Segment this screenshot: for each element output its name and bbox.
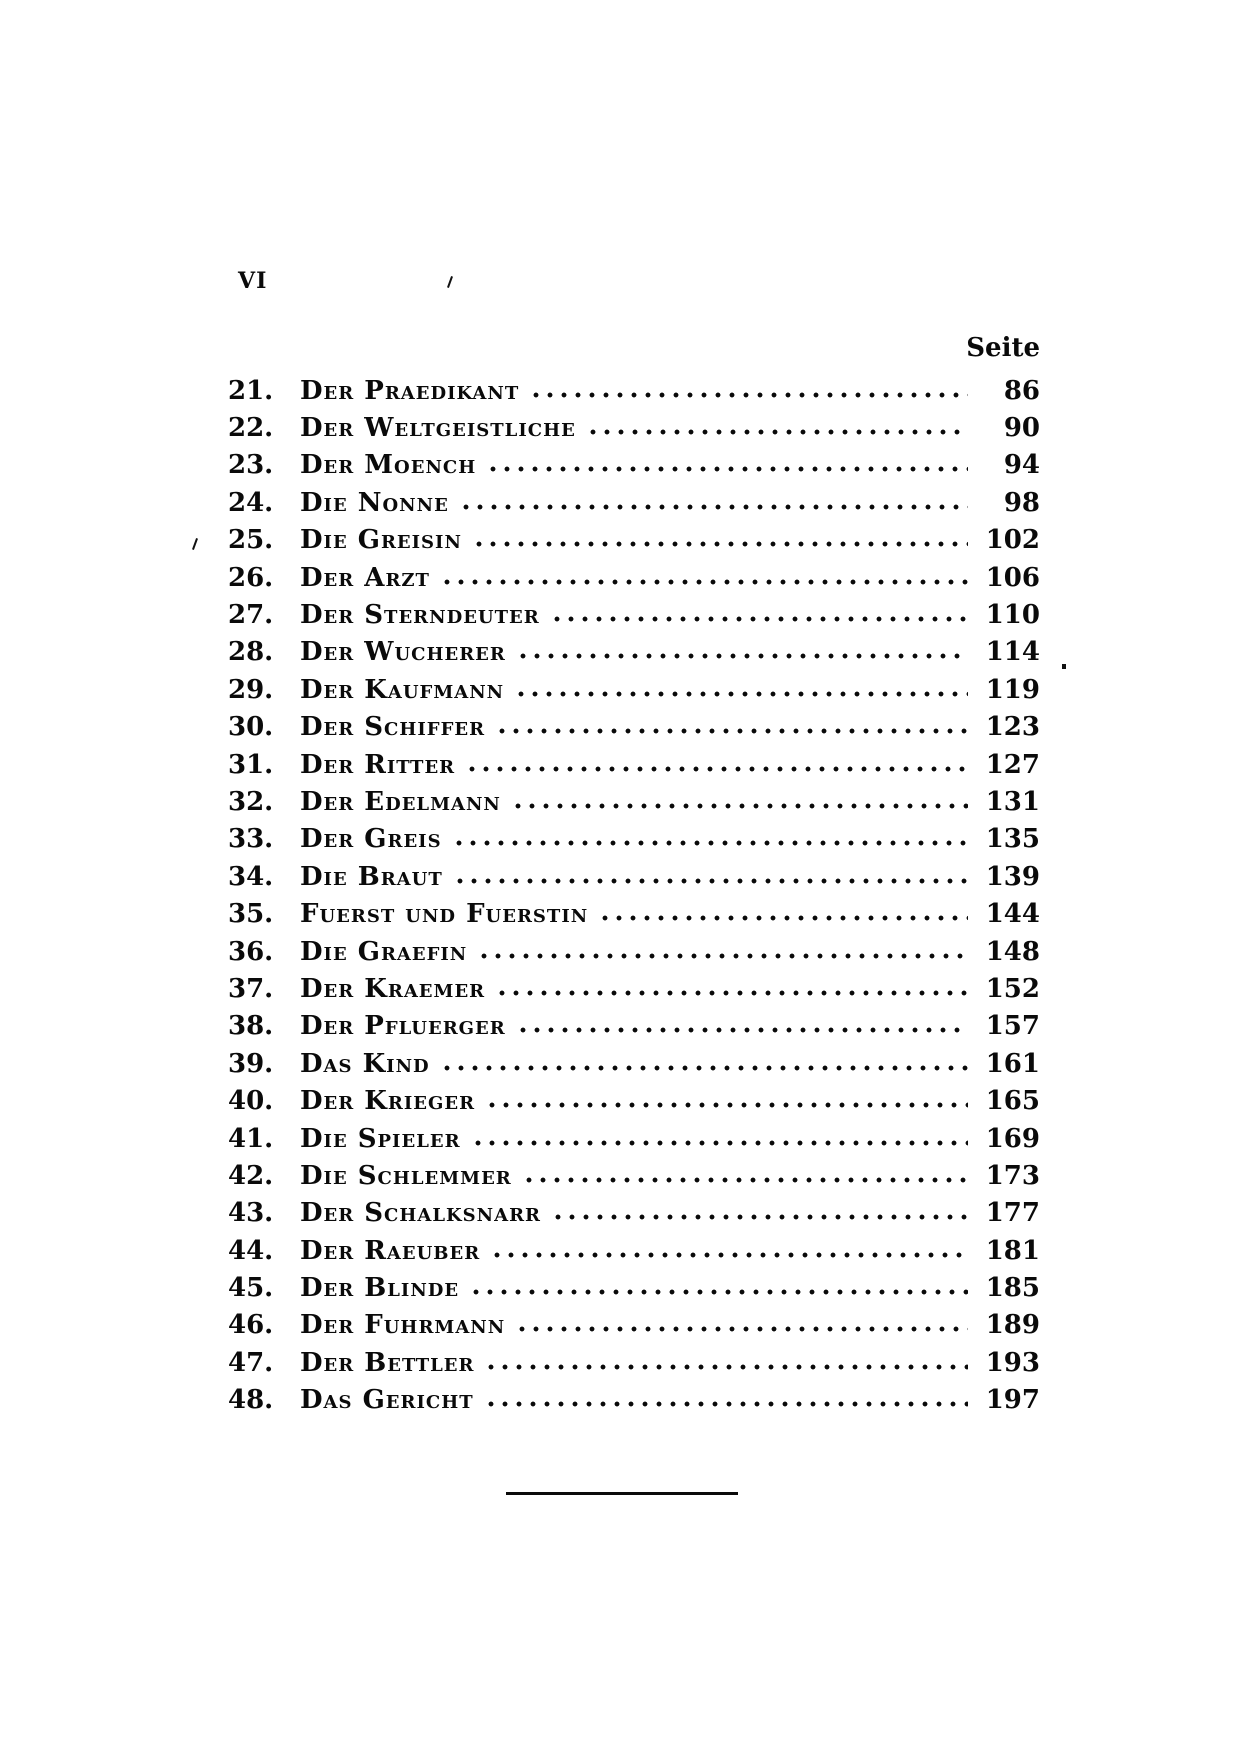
dot-leader: [515, 1326, 968, 1332]
entry-title: Der Kraemer: [300, 973, 486, 1004]
entry-title: Der Raeuber: [300, 1235, 481, 1266]
entry-number: 38.: [228, 1011, 274, 1042]
entry-page: 169: [985, 1123, 1040, 1154]
toc-row: [228, 783, 1040, 820]
toc-row: [228, 634, 1040, 671]
entry-number: 30.: [228, 712, 274, 743]
entry-number: 23.: [228, 450, 274, 481]
dot-leader: [522, 1177, 968, 1183]
entry-number: 46.: [228, 1310, 274, 1341]
toc-row: [228, 1157, 1040, 1194]
entry-page: 102: [985, 525, 1040, 556]
entry-page: 189: [985, 1310, 1040, 1341]
toc-row: [228, 970, 1040, 1007]
entry-page: 152: [985, 973, 1040, 1004]
toc-row: [228, 821, 1040, 858]
entry-number: 26.: [228, 562, 274, 593]
entry-number: 36.: [228, 936, 274, 967]
entry-number: 29.: [228, 674, 274, 705]
entry-title: Der Sterndeuter: [300, 600, 540, 631]
toc-row: [228, 1307, 1040, 1344]
entry-page: 181: [985, 1235, 1040, 1266]
toc-row: [228, 746, 1040, 783]
entry-title: Die Braut: [300, 861, 443, 892]
entry-title: Der Praedikant: [300, 375, 520, 406]
dot-leader: [459, 504, 968, 510]
entry-page: 185: [985, 1273, 1040, 1304]
entry-page: 144: [985, 899, 1040, 930]
end-rule: [506, 1492, 738, 1495]
entry-title: Die Nonne: [300, 487, 449, 518]
dot-leader: [511, 803, 968, 809]
entry-page: 173: [985, 1160, 1040, 1191]
dot-leader: [453, 878, 968, 884]
entry-page: 94: [1003, 450, 1040, 481]
dot-leader: [598, 915, 968, 921]
entry-title: Der Fuhrmann: [300, 1310, 506, 1341]
entry-number: 39.: [228, 1048, 274, 1079]
dot-leader: [440, 579, 968, 585]
dot-leader: [551, 1214, 968, 1220]
entry-title: Der Edelmann: [300, 786, 501, 817]
entry-page: 135: [985, 824, 1040, 855]
dot-leader: [452, 840, 968, 846]
toc-row: [228, 1382, 1040, 1419]
entry-page: 148: [985, 936, 1040, 967]
toc-row: [228, 1269, 1040, 1306]
toc-row: [228, 709, 1040, 746]
entry-title: Der Pfluerger: [300, 1011, 506, 1042]
entry-number: 45.: [228, 1273, 274, 1304]
entry-title: Der Wucherer: [300, 637, 506, 668]
entry-number: 28.: [228, 637, 274, 668]
entry-title: Die Greisin: [300, 525, 462, 556]
entry-number: 41.: [228, 1123, 274, 1154]
dot-leader: [495, 990, 968, 996]
toc-row: [228, 1344, 1040, 1381]
toc-row: [228, 1232, 1040, 1269]
entry-page: 119: [985, 674, 1040, 705]
entry-number: 43.: [228, 1198, 274, 1229]
entry-title: Der Schiffer: [300, 712, 486, 743]
entry-number: 48.: [228, 1385, 274, 1416]
dot-leader: [486, 466, 968, 472]
entry-page: 98: [1003, 487, 1040, 518]
entry-number: 32.: [228, 786, 274, 817]
stray-mark: [447, 276, 453, 288]
dot-leader: [484, 1364, 968, 1370]
dot-leader: [472, 541, 968, 547]
stray-mark: [192, 538, 198, 550]
toc-row: [228, 1120, 1040, 1157]
entry-title: Der Blinde: [300, 1273, 460, 1304]
page-number: VI: [238, 268, 268, 294]
entry-title: Die Schlemmer: [300, 1160, 512, 1191]
toc-row: [228, 522, 1040, 559]
dot-leader: [471, 1140, 968, 1146]
dot-leader: [440, 1065, 968, 1071]
entry-page: 123: [985, 712, 1040, 743]
dot-leader: [465, 766, 968, 772]
toc-row: [228, 596, 1040, 633]
dot-leader: [550, 616, 968, 622]
stray-mark: [1062, 664, 1066, 669]
dot-leader: [485, 1102, 968, 1108]
toc-row: [228, 933, 1040, 970]
entry-title: Der Krieger: [300, 1086, 476, 1117]
entry-title: Der Moench: [300, 450, 477, 481]
toc-row: [228, 1082, 1040, 1119]
entry-number: 40.: [228, 1086, 274, 1117]
entry-number: 27.: [228, 600, 274, 631]
table-of-contents: [228, 372, 1040, 1419]
entry-number: 24.: [228, 487, 274, 518]
dot-leader: [477, 953, 968, 959]
toc-row: [228, 895, 1040, 932]
entry-page: 127: [985, 749, 1040, 780]
entry-number: 35.: [228, 899, 274, 930]
entry-number: 34.: [228, 861, 274, 892]
dot-leader: [529, 392, 968, 398]
entry-page: 90: [1003, 413, 1040, 444]
toc-row: [228, 409, 1040, 446]
entry-page: 197: [985, 1385, 1040, 1416]
dot-leader: [484, 1401, 968, 1407]
entry-title: Der Schalksnarr: [300, 1198, 541, 1229]
entry-page: 139: [985, 861, 1040, 892]
entry-title: Der Weltgeistliche: [300, 413, 576, 444]
entry-number: 33.: [228, 824, 274, 855]
entry-number: 22.: [228, 413, 274, 444]
entry-page: 110: [985, 600, 1040, 631]
entry-title: Der Ritter: [300, 749, 456, 780]
toc-row: [228, 372, 1040, 409]
entry-number: 31.: [228, 749, 274, 780]
toc-row: [228, 559, 1040, 596]
toc-row: [228, 671, 1040, 708]
entry-title: Das Kind: [300, 1048, 430, 1079]
entry-page: 106: [985, 562, 1040, 593]
entry-page: 86: [1003, 375, 1040, 406]
toc-row: [228, 1008, 1040, 1045]
entry-title: Die Spieler: [300, 1123, 461, 1154]
entry-page: 165: [985, 1086, 1040, 1117]
entry-page: 161: [985, 1048, 1040, 1079]
dot-leader: [495, 728, 968, 734]
toc-row: [228, 484, 1040, 521]
entry-page: 177: [985, 1198, 1040, 1229]
dot-leader: [586, 429, 968, 435]
dot-leader: [516, 653, 968, 659]
entry-page: 157: [985, 1011, 1040, 1042]
entry-number: 25.: [228, 525, 274, 556]
entry-title: Die Graefin: [300, 936, 468, 967]
entry-number: 47.: [228, 1347, 274, 1378]
toc-row: [228, 1045, 1040, 1082]
entry-title: Der Greis: [300, 824, 442, 855]
toc-row: [228, 1195, 1040, 1232]
entry-page: 131: [985, 786, 1040, 817]
entry-number: 42.: [228, 1160, 274, 1191]
entry-title: Das Gericht: [300, 1385, 474, 1416]
entry-title: Fuerst und Fuerstin: [300, 899, 589, 930]
entry-title: Der Kaufmann: [300, 674, 505, 705]
dot-leader: [469, 1289, 968, 1295]
entry-number: 21.: [228, 375, 274, 406]
entry-title: Der Arzt: [300, 562, 430, 593]
dot-leader: [516, 1027, 968, 1033]
column-header: Seite: [966, 333, 1040, 363]
entry-number: 44.: [228, 1235, 274, 1266]
entry-title: Der Bettler: [300, 1347, 475, 1378]
entry-page: 114: [985, 637, 1040, 668]
dot-leader: [490, 1252, 968, 1258]
toc-row: [228, 858, 1040, 895]
toc-row: [228, 447, 1040, 484]
dot-leader: [514, 691, 968, 697]
entry-number: 37.: [228, 973, 274, 1004]
entry-page: 193: [985, 1347, 1040, 1378]
